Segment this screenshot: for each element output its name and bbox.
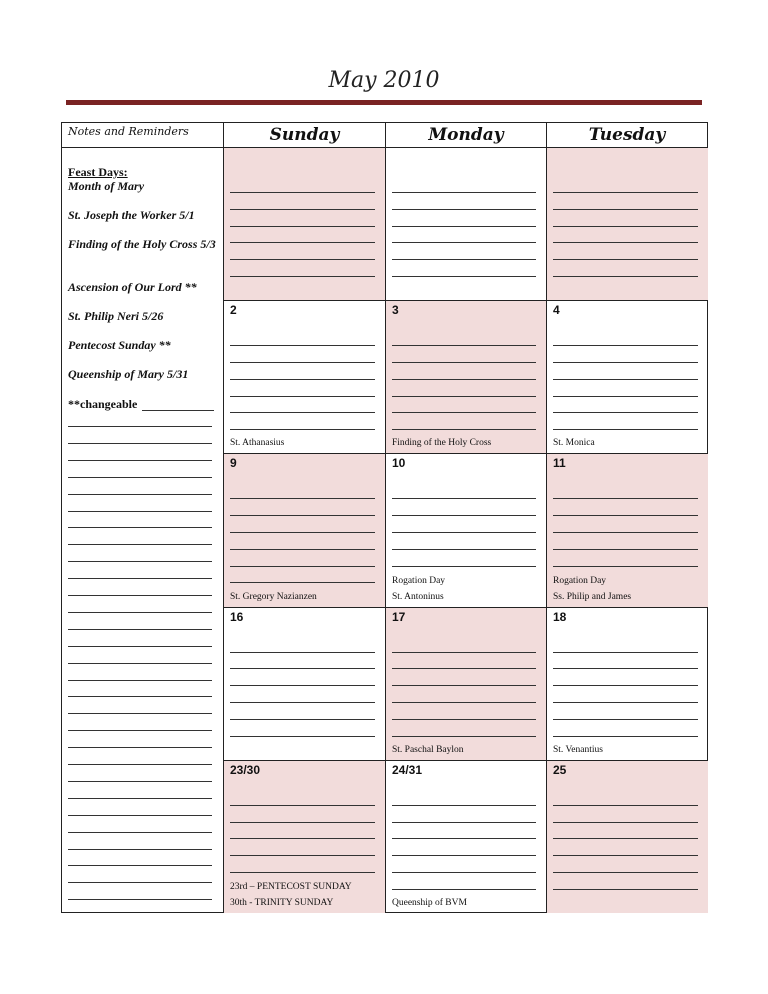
write-line	[392, 242, 536, 243]
write-line	[553, 566, 698, 567]
day-cell[interactable]	[224, 608, 385, 760]
write-line	[553, 379, 698, 380]
write-line	[230, 396, 375, 397]
write-line	[553, 719, 698, 720]
write-line	[392, 259, 536, 260]
write-line	[68, 646, 212, 647]
day-cell[interactable]	[224, 148, 385, 300]
write-line	[68, 663, 212, 664]
feast-item: St. Philip Neri 5/26	[68, 309, 164, 323]
write-line	[553, 822, 698, 823]
feast-note: 30th - TRINITY SUNDAY	[230, 897, 334, 908]
write-line	[68, 494, 212, 495]
notes-header: Notes and Reminders	[68, 125, 189, 138]
write-line	[68, 696, 212, 697]
day-number: 2	[230, 303, 237, 318]
day-cell[interactable]	[547, 761, 708, 913]
day-number: 18	[553, 609, 567, 624]
write-line	[230, 872, 375, 873]
write-line	[392, 822, 536, 823]
day-cell[interactable]	[386, 301, 546, 453]
write-line	[230, 498, 375, 499]
write-line	[68, 832, 212, 833]
write-line	[230, 566, 375, 567]
write-line	[392, 345, 536, 346]
day-cell[interactable]	[386, 608, 546, 760]
feast-note: 23rd – PENTECOST SUNDAY	[230, 881, 352, 892]
write-line	[553, 515, 698, 516]
write-line	[392, 515, 536, 516]
feast-note: St. Paschal Baylon	[392, 744, 464, 755]
day-cell[interactable]	[386, 148, 546, 300]
write-line	[68, 730, 212, 731]
write-line	[392, 805, 536, 806]
write-line	[230, 685, 375, 686]
write-line	[68, 882, 212, 883]
calendar-grid	[61, 122, 708, 913]
write-line	[553, 702, 698, 703]
feast-note: St. Venantius	[553, 744, 603, 755]
write-line	[68, 680, 212, 681]
write-line	[392, 855, 536, 856]
write-line	[553, 685, 698, 686]
write-line	[230, 242, 375, 243]
write-line	[68, 527, 212, 528]
header-sunday: Sunday	[269, 125, 340, 145]
write-line	[392, 872, 536, 873]
write-line	[553, 226, 698, 227]
day-number: 3	[392, 303, 399, 318]
write-line	[68, 561, 212, 562]
write-line	[230, 702, 375, 703]
write-line	[230, 822, 375, 823]
write-line	[553, 805, 698, 806]
day-cell[interactable]	[547, 148, 708, 300]
write-line	[392, 396, 536, 397]
day-number: 11	[553, 456, 566, 471]
write-line	[230, 362, 375, 363]
write-line	[230, 719, 375, 720]
calendar-title: May 2010	[328, 68, 440, 93]
write-line	[392, 702, 536, 703]
write-line	[68, 578, 212, 579]
write-line	[68, 629, 212, 630]
write-line	[230, 515, 375, 516]
write-line	[230, 805, 375, 806]
write-line	[553, 668, 698, 669]
write-line	[68, 798, 212, 799]
feast-note: Queenship of BVM	[392, 897, 467, 908]
write-line	[392, 498, 536, 499]
day-cell[interactable]	[386, 761, 546, 913]
day-cell[interactable]	[386, 454, 546, 606]
day-number: 24/31	[392, 762, 423, 777]
feast-item: Finding of the Holy Cross 5/3	[68, 237, 216, 251]
write-line	[553, 362, 698, 363]
write-line	[230, 855, 375, 856]
write-line	[230, 532, 375, 533]
feast-item: Queenship of Mary 5/31	[68, 367, 189, 381]
row-divider	[223, 300, 707, 301]
write-line	[392, 668, 536, 669]
write-line	[553, 855, 698, 856]
changeable-note: **changeable	[68, 397, 138, 411]
write-line	[553, 652, 698, 653]
feast-note: St. Antoninus	[392, 591, 444, 602]
row-divider	[223, 453, 707, 454]
write-line	[230, 736, 375, 737]
write-line	[553, 872, 698, 873]
write-line	[230, 226, 375, 227]
write-line	[230, 582, 375, 583]
write-line	[230, 838, 375, 839]
write-line	[230, 379, 375, 380]
write-line	[392, 566, 536, 567]
day-cell[interactable]	[547, 454, 708, 606]
day-cell[interactable]	[224, 454, 385, 606]
feast-item: Pentecost Sunday **	[68, 338, 171, 352]
day-number: 10	[392, 456, 406, 471]
write-line	[392, 838, 536, 839]
write-line	[392, 719, 536, 720]
feast-note: St. Athanasius	[230, 438, 285, 449]
write-line	[230, 549, 375, 550]
row-divider	[223, 760, 707, 761]
feast-note: Finding of the Holy Cross	[392, 438, 492, 449]
write-line	[230, 192, 375, 193]
write-line	[230, 345, 375, 346]
write-line	[68, 899, 212, 900]
write-line	[68, 595, 212, 596]
feast-item: St. Joseph the Worker 5/1	[68, 208, 195, 222]
write-line	[68, 713, 212, 714]
write-line	[392, 226, 536, 227]
write-line	[68, 815, 212, 816]
write-line	[392, 532, 536, 533]
write-line	[68, 612, 212, 613]
write-line	[553, 396, 698, 397]
feast-item: Ascension of Our Lord **	[68, 280, 197, 294]
write-line	[142, 410, 214, 411]
write-line	[230, 429, 375, 430]
write-line	[553, 889, 698, 890]
write-line	[553, 242, 698, 243]
feast-days-heading: Feast Days:	[68, 165, 128, 179]
feast-note: Rogation Day	[553, 575, 607, 586]
write-line	[68, 460, 212, 461]
write-line	[392, 889, 536, 890]
write-line	[392, 192, 536, 193]
write-line	[68, 849, 212, 850]
day-cell[interactable]	[547, 301, 708, 453]
write-line	[392, 276, 536, 277]
feast-note: Rogation Day	[392, 575, 446, 586]
write-line	[68, 764, 212, 765]
write-line	[68, 865, 212, 866]
write-line	[553, 412, 698, 413]
write-line	[392, 549, 536, 550]
write-line	[230, 668, 375, 669]
write-line	[392, 209, 536, 210]
write-line	[392, 362, 536, 363]
write-line	[68, 443, 212, 444]
write-line	[392, 412, 536, 413]
write-line	[392, 379, 536, 380]
write-line	[553, 209, 698, 210]
header-monday: Monday	[428, 125, 504, 145]
write-line	[230, 259, 375, 260]
write-line	[553, 345, 698, 346]
feast-note: St. Monica	[553, 438, 595, 449]
write-line	[68, 477, 212, 478]
write-line	[392, 685, 536, 686]
write-line	[553, 549, 698, 550]
write-line	[68, 781, 212, 782]
write-line	[553, 736, 698, 737]
write-line	[68, 426, 212, 427]
day-number: 4	[553, 303, 560, 318]
write-line	[230, 276, 375, 277]
day-number: 9	[230, 456, 237, 471]
write-line	[553, 259, 698, 260]
write-line	[392, 429, 536, 430]
write-line	[553, 276, 698, 277]
feast-note: St. Gregory Nazianzen	[230, 591, 317, 602]
day-cell[interactable]	[547, 608, 708, 760]
day-number: 17	[392, 609, 406, 624]
title-divider	[66, 100, 702, 105]
day-number: 23/30	[230, 762, 261, 777]
day-number: 16	[230, 609, 244, 624]
write-line	[553, 498, 698, 499]
day-cell[interactable]	[224, 301, 385, 453]
write-line	[553, 429, 698, 430]
write-line	[68, 747, 212, 748]
day-number: 25	[553, 762, 567, 777]
write-line	[392, 652, 536, 653]
feast-note: Ss. Philip and James	[553, 591, 632, 602]
row-divider	[223, 607, 707, 608]
day-cell[interactable]	[224, 761, 385, 913]
write-line	[553, 192, 698, 193]
write-line	[230, 209, 375, 210]
write-line	[230, 412, 375, 413]
write-line	[553, 838, 698, 839]
write-line	[68, 511, 212, 512]
write-line	[553, 532, 698, 533]
write-line	[392, 736, 536, 737]
feast-item: Month of Mary	[68, 179, 145, 193]
write-line	[230, 652, 375, 653]
header-tuesday: Tuesday	[588, 125, 666, 145]
write-line	[68, 544, 212, 545]
